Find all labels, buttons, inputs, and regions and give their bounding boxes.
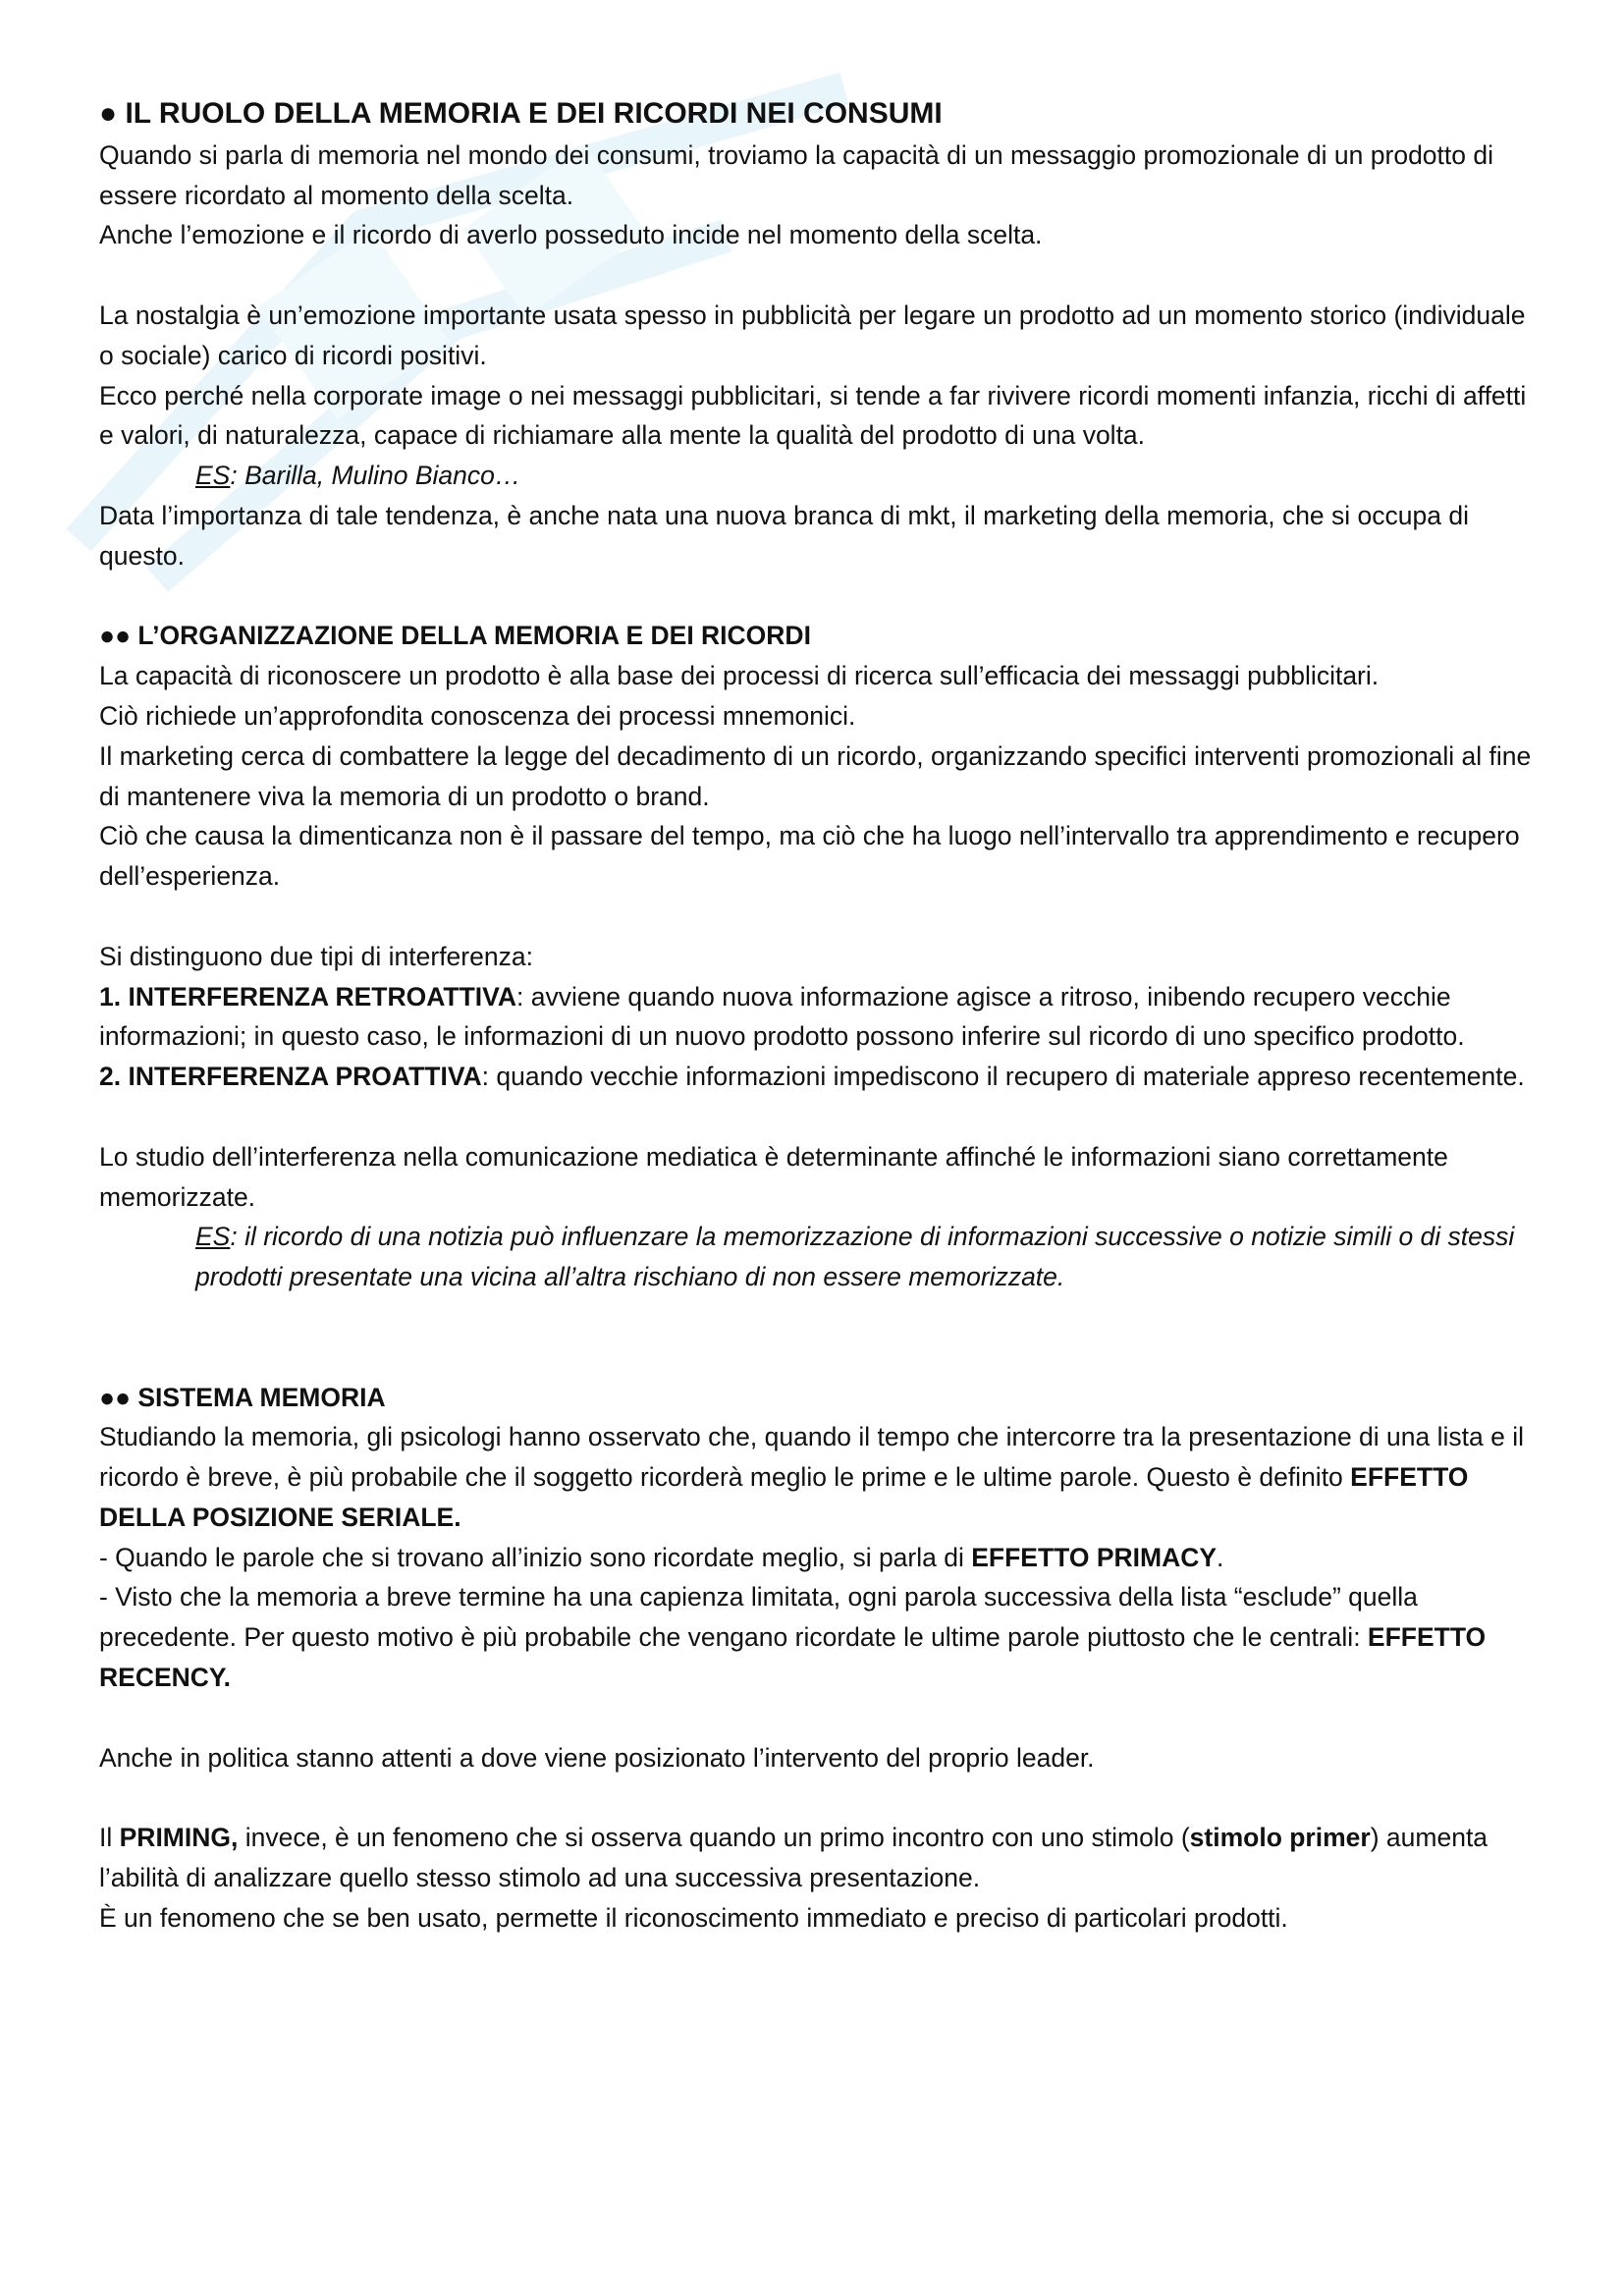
document-page [99,94,1533,1939]
paragraph: Quando si parla di memoria nel mondo dei consumi, troviamo la capacità di un messaggio promozionale di un prodotto di essere ricordato al momento della scelta. [99,139,1494,210]
example-label: ES [195,461,231,491]
paragraph [99,1417,1533,1537]
text-run: invece, è un fenomeno che si osserva quando un primo incontro con uno stimolo ( [238,1823,1190,1853]
list-item-label: 2. INTERFERENZA PROATTIVA [99,1062,482,1092]
section-title-sistema-memoria: ●● SISTEMA MEMORIA [99,1382,386,1412]
section-title-ruolo-memoria: ● IL RUOLO DELLA MEMORIA E DEI RICORDI NEI CONSUMI [99,97,943,130]
paragraph [99,1538,1533,1578]
example-text: : Barilla, Mulino Bianco… [230,461,521,491]
paragraph: Il marketing cerca di combattere la legge del decadimento di un ricordo, organizzando specifici interventi promozionali al fine di mantenere viva la memoria di un prodotto o brand. [99,740,1532,811]
paragraph: Ciò richiede un’approfondita conoscenza dei processi mnemonici. [99,700,856,731]
list-item [99,1057,1533,1097]
text-run: Il [99,1823,120,1853]
paragraph: La capacità di riconoscere un prodotto è alla base dei processi di ricerca sull’efficacia dei messaggi pubblicitari. [99,661,1380,691]
paragraph: Ciò che causa la dimenticanza non è il passare del tempo, ma ciò che ha luogo nell’intervallo tra apprendimento e recupero dell’esperienza. [99,821,1520,892]
text-run: - Visto che la memoria a breve termine ha una capienza limitata, ogni parola successiva della lista “esclude” quella precedente. Per questo motivo è più probabile che vengano ricordate le ultime parole piuttosto che le centrali: [99,1582,1418,1653]
list-item-label: 1. INTERFERENZA RETROATTIVA [99,981,516,1011]
text-run: - Quando le parole che si trovano all’inizio sono ricordate meglio, si parla di [99,1542,972,1572]
list-item [99,977,1533,1058]
text-run: . [1217,1542,1224,1572]
text-run: Studiando la memoria, gli psicologi hanno osservato che, quando il tempo che intercorre tra la presentazione di una lista e il ricordo è breve, è più probabile che il soggetto ricorderà meglio le prime e le ultime parole. Questo è definito [99,1422,1524,1493]
bold-term: EFFETTO RECENCY. [99,1622,1487,1693]
paragraph: Ecco perché nella corporate image o nei messaggi pubblicitari, si tende a far rivivere ricordi momenti infanzia, ricchi di affetti e valori, di naturalezza, capace di richiamare alla mente la qualità del prodotto di una volta. [99,380,1527,451]
paragraph [99,1818,1533,1898]
paragraph: È un fenomeno che se ben usato, permette il riconoscimento immediato e preciso di particolari prodotti. [99,1902,1288,1933]
paragraph: Lo studio dell’interferenza nella comunicazione mediatica è determinante affinché le informazioni siano correttamente memorizzate. [99,1141,1448,1212]
bold-term: stimolo primer [1189,1823,1371,1853]
list-item-text: : avviene quando nuova informazione agisce a ritroso, inibendo recupero vecchie informazioni; in questo caso, le informazioni di un nuovo prodotto possono inferire sul ricordo di uno specifico prodotto. [99,981,1465,1052]
bold-term: EFFETTO PRIMACY [971,1542,1218,1572]
paragraph: Si distinguono due tipi di interferenza: [99,941,533,971]
paragraph: Data l’importanza di tale tendenza, è anche nata una nuova branca di mkt, il marketing della memoria, che si occupa di questo. [99,500,1469,571]
example-text: : il ricordo di una notizia può influenzare la memorizzazione di informazioni successive o notizie simili o di stessi prodotti presentate una vicina all’altra rischiano di non essere memorizzate. [195,1222,1515,1292]
paragraph [99,1577,1533,1697]
example-label: ES [195,1222,231,1252]
paragraph: Anche l’emozione e il ricordo di averlo posseduto incide nel momento della scelta. [99,220,1043,250]
section-title-organizzazione: ●● L’ORGANIZZAZIONE DELLA MEMORIA E DEI RICORDI [99,621,811,651]
example-line [99,456,1533,496]
bold-term: EFFETTO DELLA POSIZIONE SERIALE. [99,1462,1469,1532]
list-item-text: : quando vecchie informazioni impediscono il recupero di materiale appreso recentemente. [481,1062,1525,1092]
paragraph: La nostalgia è un’emozione importante usata spesso in pubblicità per legare un prodotto ad un momento storico (individuale o sociale) carico di ricordi positivi. [99,300,1526,370]
paragraph: Anche in politica stanno attenti a dove viene posizionato l’intervento del proprio leader. [99,1742,1095,1773]
example-block [99,1217,1533,1297]
text-run: ) aumenta l’abilità di analizzare quello stesso stimolo ad una successiva presentazione. [99,1823,1489,1893]
bold-term: PRIMING, [119,1823,239,1853]
